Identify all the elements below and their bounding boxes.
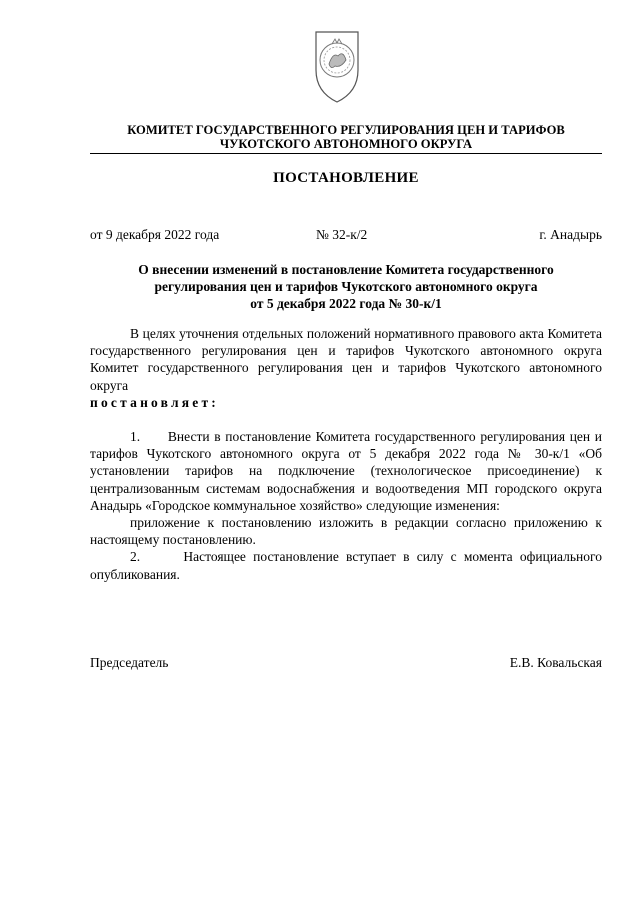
authority-line-1: КОМИТЕТ ГОСУДАРСТВЕННОГО РЕГУЛИРОВАНИЯ ЦЕН И ТАРИФОВ xyxy=(127,123,565,137)
document-subject xyxy=(90,261,602,312)
subject-line-2: регулирования цен и тарифов Чукотского автономного округа xyxy=(154,279,538,294)
preamble-paragraph: В целях уточнения отдельных положений нормативного правового акта Комитета государственного регулирования цен и тарифов Чукотского автономного округа Комитет государственного регулирования цен и тарифов Чукотского автономного округа xyxy=(90,326,602,393)
header-divider xyxy=(90,153,602,154)
signatory-role: Председатель xyxy=(90,655,169,670)
document-meta xyxy=(90,227,602,245)
paragraph-gap xyxy=(90,411,602,428)
coat-of-arms-icon xyxy=(302,26,372,106)
item-2-paragraph: 2. Настоящее постановление вступает в силу с момента официального опубликования. xyxy=(90,549,602,582)
document-city: г. Анадырь xyxy=(539,227,602,242)
signature-block xyxy=(90,655,602,673)
item-1-paragraph: 1. Внести в постановление Комитета государственного регулирования цен и тарифов Чукотского автономного округа от 5 декабря 2022 года № 30-к/1 «Об установлении тарифов на подключение (технологическое присоединение) к централизованным системам водоснабжения и водоотведения МП городского округа Анадырь «Городское коммунальное хозяйство» следующие изменения: xyxy=(90,429,602,513)
document-type: ПОСТАНОВЛЕНИЕ xyxy=(273,170,419,186)
resolves-clause: постановляет: xyxy=(90,394,219,410)
signatory-name: Е.В. Ковальская xyxy=(509,655,602,670)
subject-line-1: О внесении изменений в постановление Комитета государственного xyxy=(138,262,554,277)
issuing-authority xyxy=(90,123,602,151)
item-1-sub-paragraph: приложение к постановлению изложить в редакции согласно приложению к настоящему постановлению. xyxy=(90,515,602,548)
document-body xyxy=(90,325,602,583)
authority-line-2: ЧУКОТСКОГО АВТОНОМНОГО ОКРУГА xyxy=(219,137,473,151)
document-number: № 32-к/2 xyxy=(316,227,368,242)
subject-line-3: от 5 декабря 2022 года № 30-к/1 xyxy=(250,296,442,311)
document-date: от 9 декабря 2022 года xyxy=(90,227,220,242)
